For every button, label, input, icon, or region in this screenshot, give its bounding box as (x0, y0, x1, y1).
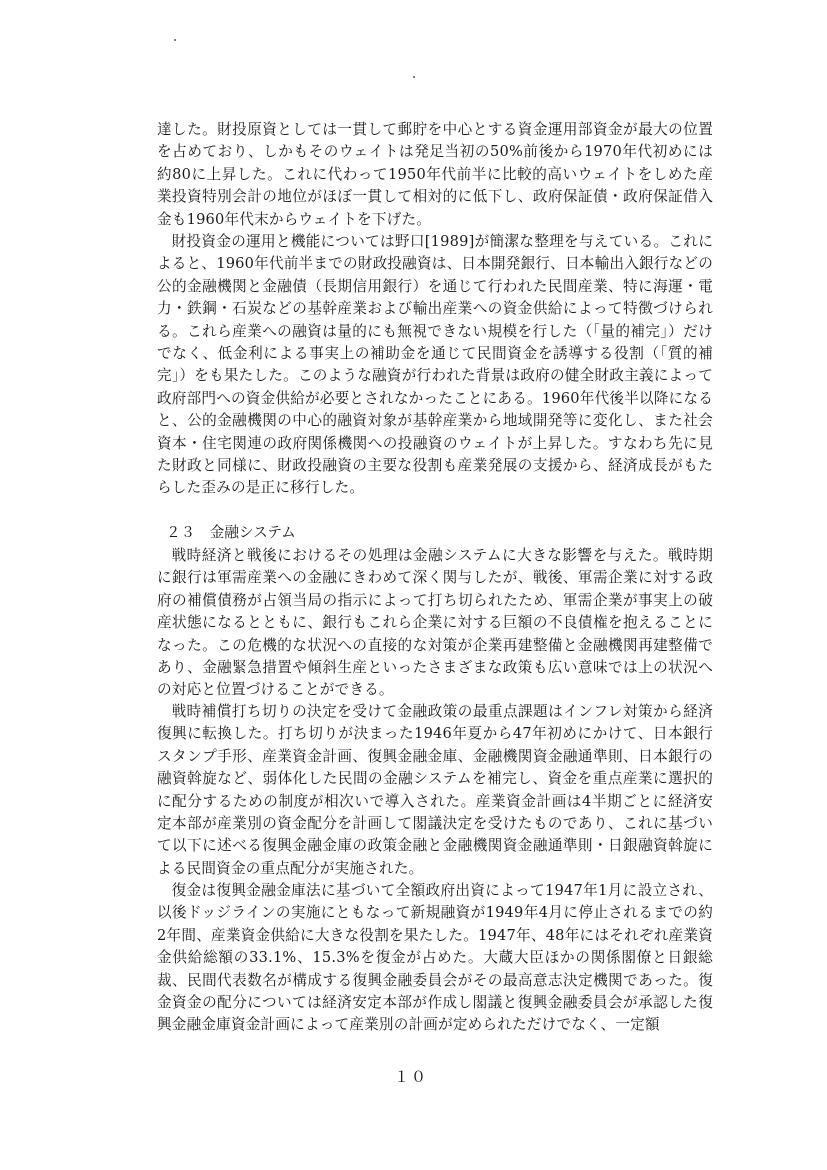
page-number: １０ (394, 1068, 429, 1086)
paragraph-1: 達した。財投原資としては一貫して郵貯を中心とする資金運用部資金が最大の位置を占めており、しかもそのウェイトは発足当初の50%前後から1970年代初めには約80に上昇した。これに代わって1950年代前半に比較的高いウェイトをしめた産業投資特別会計の地位がほぼ一貫して相対的に低下し、政府保証債・政府保証借入金も1960年代末からウェイトを下げた。 (157, 121, 713, 228)
paragraph-3: 戦時経済と戦後におけるその処理は金融システムに大きな影響を与えた。戦時期に銀行は軍需産業への金融にきわめて深く関与したが、戦後、軍需企業に対する政府の補償債務が占領当局の指示によって打ち切られたため、軍需企業が事実上の破産状態になるとともに、銀行もこれら企業に対する巨額の不良債権を抱えることになった。この危機的な状況への直接的な対策が企業再建整備と金融機関再建整備であり、金融緊急措置や傾斜生産といったさまざまな政策も広い意味では上の状況への対応と位置づけることができる。 (157, 547, 713, 699)
paragraph-2: 財投資金の運用と機能については野口[1989]が簡潔な整理を与えている。これによると、1960年代前半までの財政投融資は、日本開発銀行、日本輸出入銀行などの公的金融機関と金融債（長期信用銀行）を通じて行われた民間産業、特に海運・電力・鉄鋼・石炭などの基幹産業および輸出産業への資金供給によって特徴づけられる。これら産業への融資は量的にも無視できない規模を行した（「量的補完」）だけでなく、低金利による事実上の補助金を通じて民間資金を誘導する役割（「質的補完」）をも果たした。このような融資が行われた背景は政府の健全財政主義によって政府部門への資金供給が必要とされなかったことにある。1960年代後半以降になると、公的金融機関の中心的融資対象が基幹産業から地域開発等に変化し、また社会資本・住宅関連の政府関係機関への投融資のウェイトが上昇した。すなわち先に見た財政と同様に、財政投融資の主要な役割も産業発展の支援から、経済成長がもたらした歪みの是正に移行した。 (157, 233, 713, 497)
paragraph-4: 戦時補償打ち切りの決定を受けて金融政策の最重点課題はインフレ対策から経済復興に転換した。打ち切りが決まった1946年夏から47年初めにかけて、日本銀行スタンプ手形、産業資金計画、復興金融金庫、金融機関資金融通準則、日本銀行の融資斡旋など、弱体化した民間の金融システムを補完し、資金を重点産業に選択的に配分するための制度が相次いで導入された。産業資金計画は4半期ごとに経済安定本部が産業別の資金配分を計画して閣議決定を受けたものであり、これに基づいて以下に述べる復興金融金庫の政策金融と金融機関資金融通準則・日銀融資斡旋による民間資金の重点配分が実施された。 (157, 703, 713, 877)
paragraph-5: 復金は復興金融金庫法に基づいて全額政府出資によって1947年1月に設立され、以後ドッジラインの実施にともなって新規融資が1949年4月に停止されるまでの約2年間、産業資金供給に大きな役割を果たした。1947年、48年にはそれぞれ産業資金供給総額の33.1%、15.3%を復金が占めた。大蔵大臣ほかの関係閣僚と日銀総裁、民間代表数名が構成する復興金融委員会がその最高意志決定機関であった。復金資金の配分については経済安定本部が作成し閣議と復興金融委員会が承認した復興金融金庫資金計画によって産業別の計画が定められただけでなく、一定額 (157, 882, 713, 1034)
scan-speck (413, 76, 415, 78)
section-heading: ２３ 金融システム (166, 524, 296, 541)
scan-speck (174, 39, 176, 41)
